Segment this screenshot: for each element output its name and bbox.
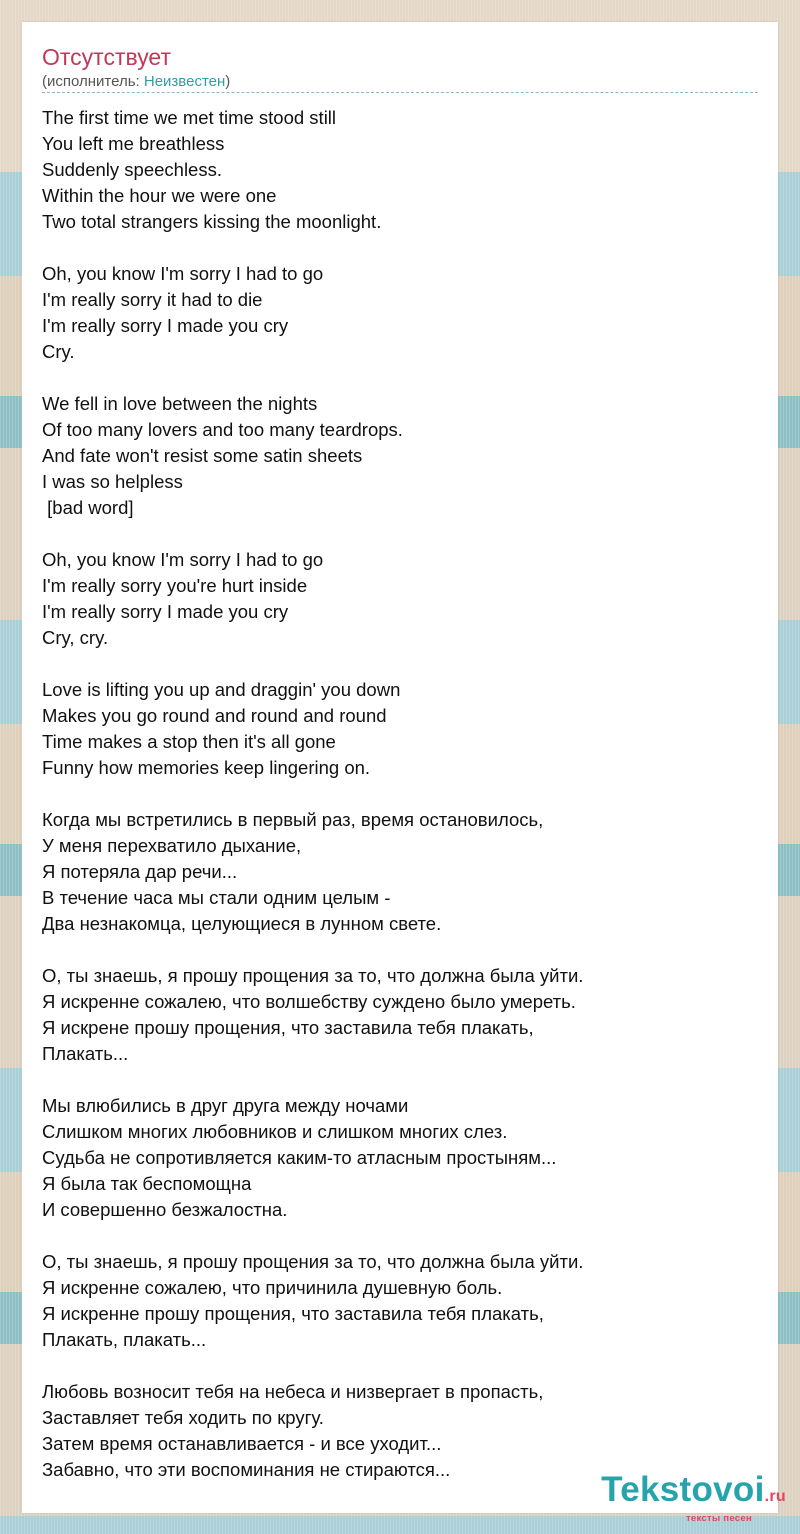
lyrics-stanza: [42, 1379, 762, 1483]
lyrics-line: Забавно, что эти воспоминания не стираются...: [42, 1459, 451, 1480]
lyrics-stanza: [42, 677, 762, 781]
lyrics-line: Funny how memories keep lingering on.: [42, 757, 371, 778]
lyrics-line: I'm really sorry I made you cry: [42, 315, 289, 336]
lyrics-card: [22, 22, 778, 1513]
lyrics-line: Я искренне сожалею, что волшебству суждено было умереть.: [42, 991, 576, 1012]
logo-tld: .ru: [764, 1488, 786, 1505]
artist-link[interactable]: Неизвестен: [143, 73, 226, 90]
lyrics-line: The first time we met time stood still: [42, 107, 337, 128]
lyrics-line: Плакать...: [42, 1043, 129, 1064]
title-divider: [42, 92, 758, 93]
lyrics-line: Плакать, плакать...: [42, 1329, 207, 1350]
lyrics-line: И совершенно безжалостна.: [42, 1199, 288, 1220]
lyrics-line: Oh, you know I'm sorry I had to go: [42, 263, 324, 284]
lyrics-line: Когда мы встретились в первый раз, время остановилось,: [42, 809, 544, 830]
lyrics-line: Я искренне сожалею, что причинила душевную боль.: [42, 1277, 503, 1298]
lyrics-line: Я искрене прошу прощения, что заставила тебя плакать,: [42, 1017, 534, 1038]
lyrics-line: Судьба не сопротивляется каким-то атласным простыням...: [42, 1147, 557, 1168]
lyrics-stanza: [42, 105, 762, 235]
lyrics-line: У меня перехватило дыхание,: [42, 835, 302, 856]
lyrics-line: Cry, cry.: [42, 627, 109, 648]
lyrics-line: О, ты знаешь, я прошу прощения за то, что должна была уйти.: [42, 965, 584, 986]
lyrics-stanza: [42, 1249, 762, 1353]
lyrics-stanza: [42, 261, 762, 365]
lyrics-line: And fate won't resist some satin sheets: [42, 445, 363, 466]
artist-line: [42, 73, 230, 91]
lyrics-line: Within the hour we were one: [42, 185, 277, 206]
lyrics-line: Любовь возносит тебя на небеса и низвергает в пропасть,: [42, 1381, 544, 1402]
lyrics-line: О, ты знаешь, я прошу прощения за то, что должна была уйти.: [42, 1251, 584, 1272]
lyrics-line: Cry.: [42, 341, 75, 362]
lyrics-line: I'm really sorry it had to die: [42, 289, 263, 310]
lyrics-line: Слишком многих любовников и слишком многих слез.: [42, 1121, 508, 1142]
lyrics-line: Я потеряла дар речи...: [42, 861, 238, 882]
lyrics-line: I'm really sorry you're hurt inside: [42, 575, 308, 596]
artist-suffix: ): [225, 73, 231, 90]
lyrics-line: I was so helpless: [42, 471, 183, 492]
site-logo[interactable]: [601, 1470, 786, 1524]
lyrics-line: I'm really sorry I made you cry: [42, 601, 289, 622]
lyrics-stanza: [42, 963, 762, 1067]
lyrics-stanza: [42, 807, 762, 937]
lyrics-line: Oh, you know I'm sorry I had to go: [42, 549, 324, 570]
lyrics-line: Затем время останавливается - и все уходит...: [42, 1433, 442, 1454]
lyrics-line: Suddenly speechless.: [42, 159, 222, 180]
lyrics-line: Заставляет тебя ходить по кругу.: [42, 1407, 324, 1428]
lyrics-line: Мы влюбились в друг друга между ночами: [42, 1095, 409, 1116]
lyrics-text: [42, 105, 765, 1509]
lyrics-stanza: [42, 547, 762, 651]
lyrics-stanza: [42, 391, 762, 521]
lyrics-line: Я искренне прошу прощения, что заставила тебя плакать,: [42, 1303, 544, 1324]
lyrics-line: Of too many lovers and too many teardrops.: [42, 419, 403, 440]
lyrics-line: В течение часа мы стали одним целым -: [42, 887, 391, 908]
lyrics-line: Я была так беспомощна: [42, 1173, 252, 1194]
lyrics-line: [bad word]: [42, 497, 134, 518]
lyrics-line: You left me breathless: [42, 133, 225, 154]
song-title: Отсутствует: [42, 44, 171, 70]
artist-prefix: (исполнитель:: [42, 73, 144, 90]
lyrics-line: Love is lifting you up and draggin' you down: [42, 679, 401, 700]
lyrics-line: We fell in love between the nights: [42, 393, 318, 414]
logo-name: Tekstovoi: [601, 1470, 765, 1509]
lyrics-line: Time makes a stop then it's all gone: [42, 731, 336, 752]
lyrics-line: Два незнакомца, целующиеся в лунном свете.: [42, 913, 442, 934]
lyrics-line: Two total strangers kissing the moonlight.: [42, 211, 382, 232]
lyrics-stanza: [42, 1093, 762, 1223]
lyrics-line: Makes you go round and round and round: [42, 705, 387, 726]
logo-tagline: тексты песен: [685, 1513, 752, 1524]
